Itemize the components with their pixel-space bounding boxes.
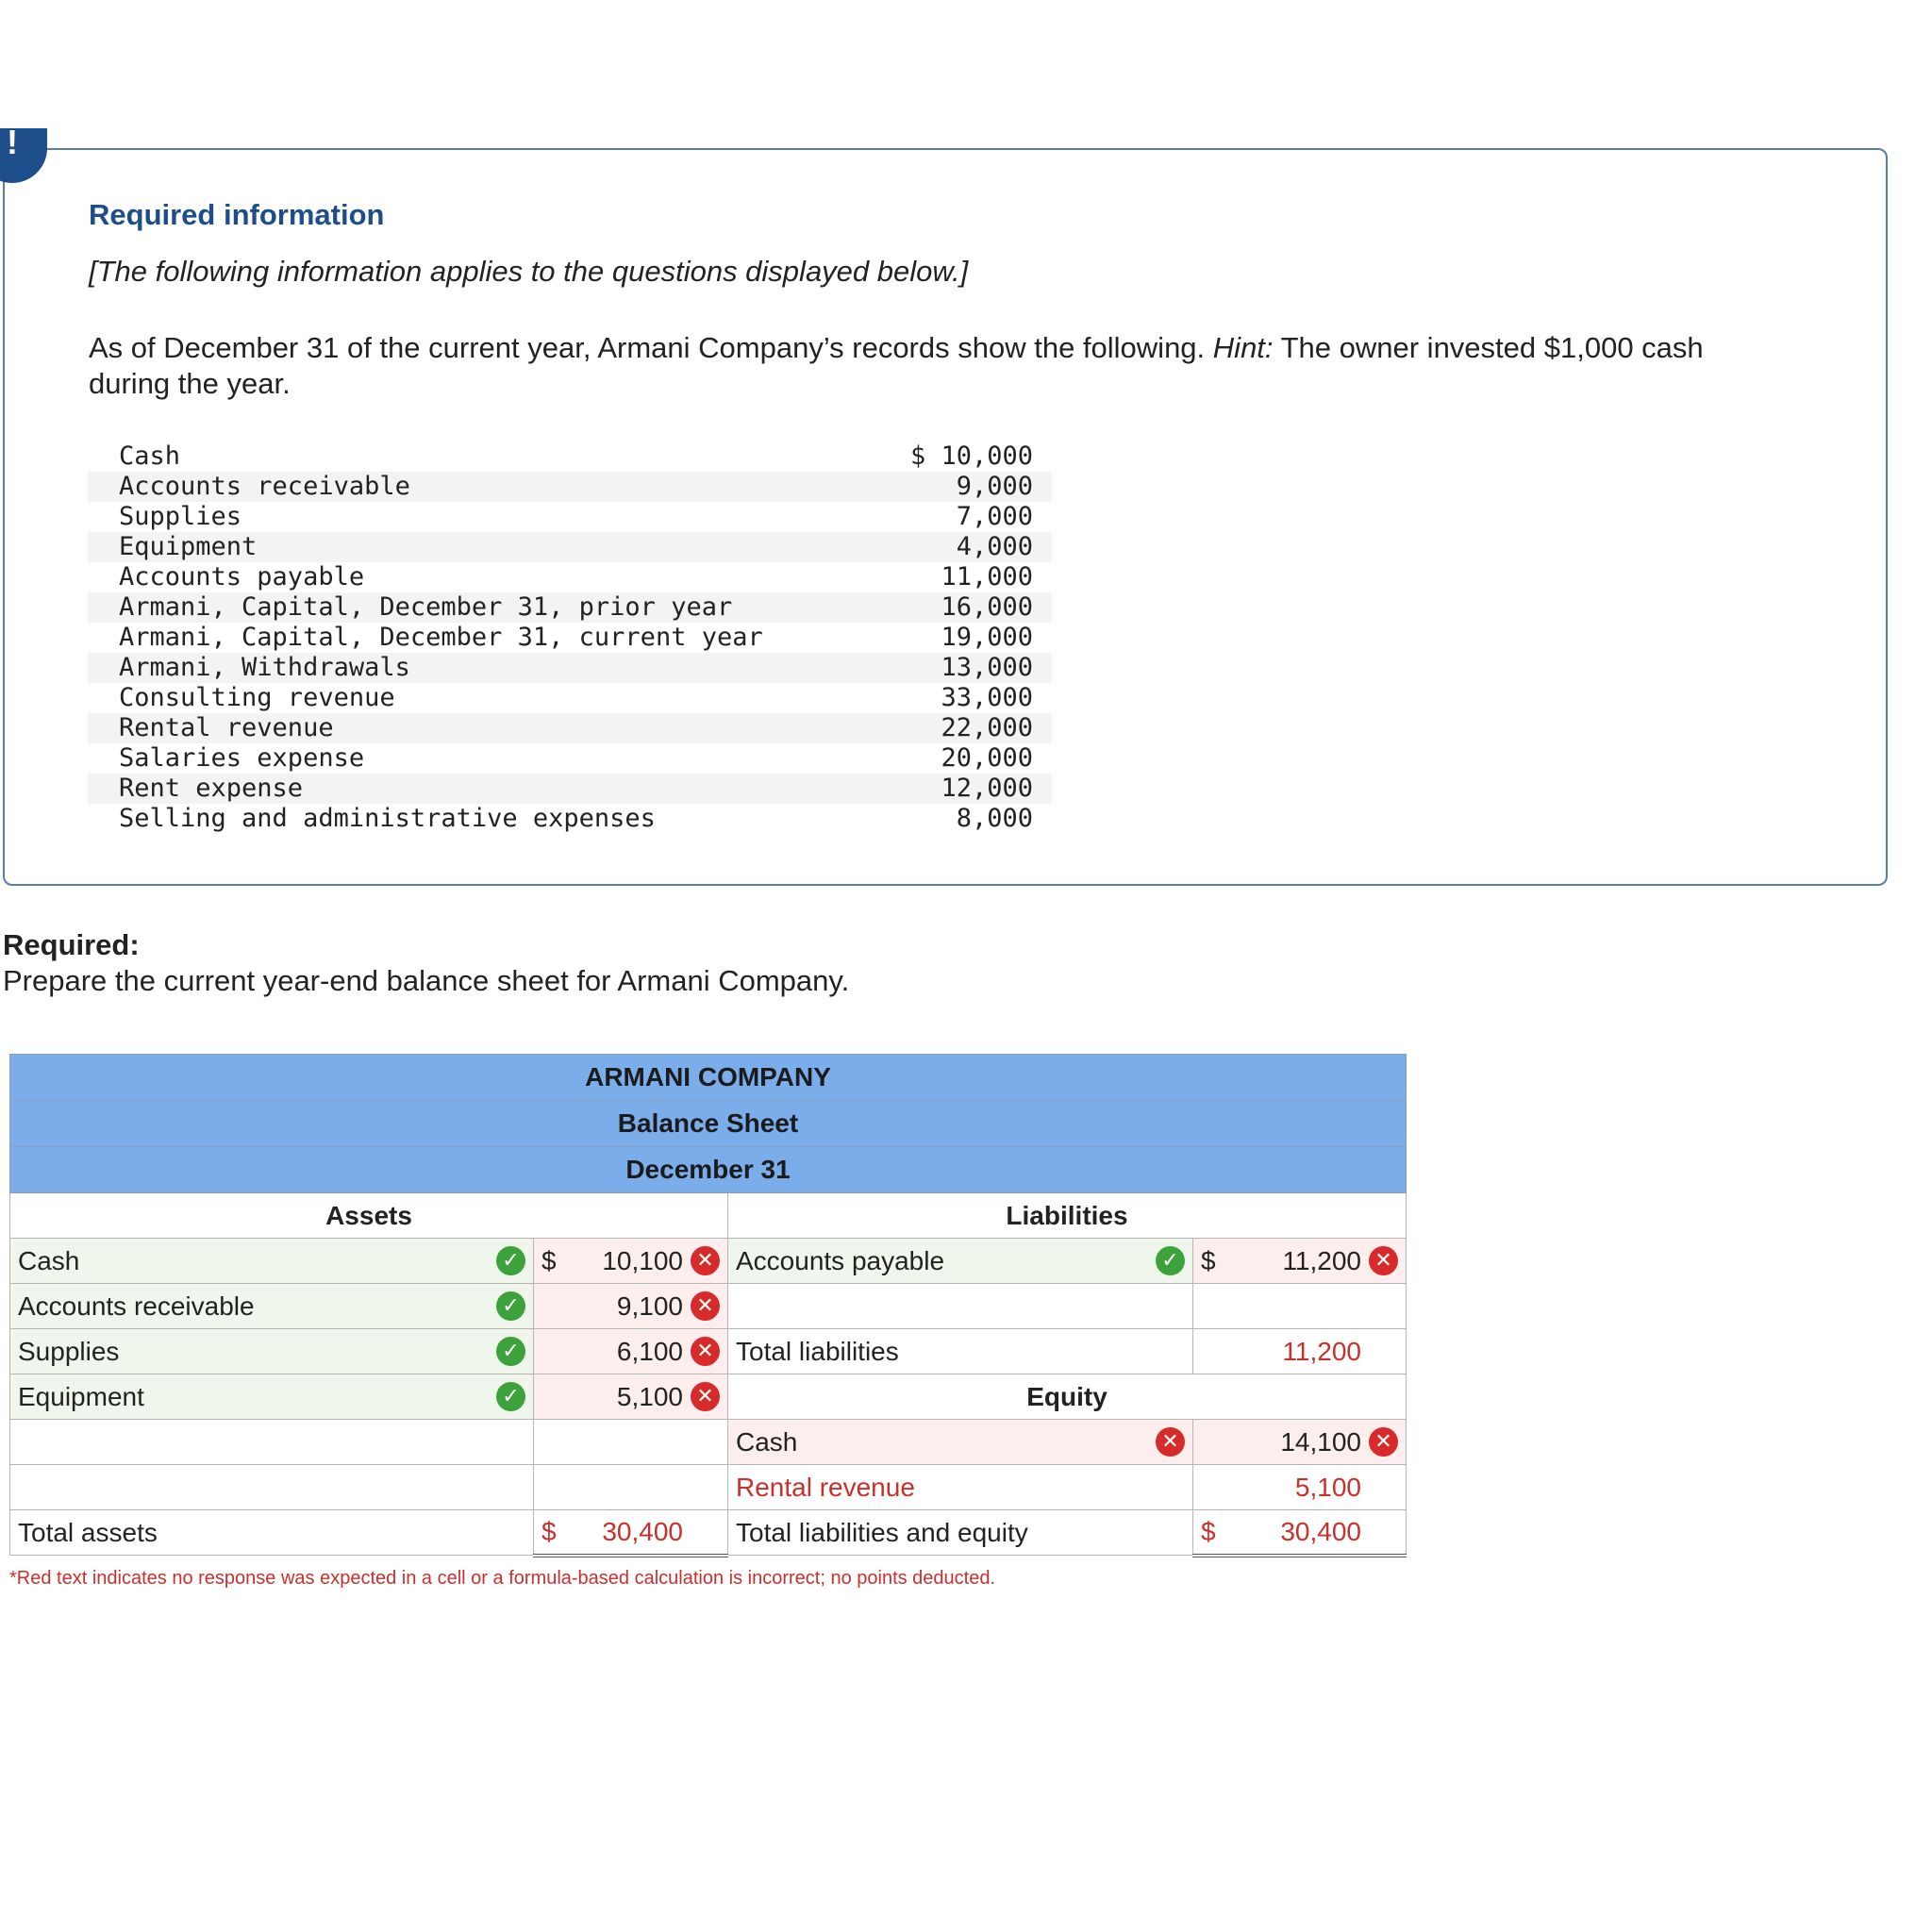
total-liabilities-equity-label: Total liabilities and equity	[728, 1510, 1193, 1556]
asset-label-empty[interactable]	[10, 1420, 534, 1465]
liability-amount-empty[interactable]	[1193, 1284, 1407, 1329]
statement-title: Balance Sheet	[10, 1101, 1407, 1147]
table-row	[10, 1465, 1407, 1510]
total-liabilities-equity-amount: $ 30,400	[1193, 1510, 1407, 1556]
check-icon: ✓	[496, 1291, 525, 1321]
equity-amount-cash[interactable]: 14,100 ✕	[1193, 1420, 1407, 1465]
check-icon: ✓	[496, 1382, 525, 1411]
account-row: Rental revenue 22,000	[88, 713, 1052, 743]
balance-sheet-table	[9, 1054, 1407, 1557]
account-row: Accounts payable 11,000	[119, 562, 1033, 591]
required-info-title: Required information	[89, 198, 385, 231]
account-row: Cash $ 10,000	[119, 441, 1033, 471]
x-icon: ✕	[691, 1382, 720, 1411]
x-icon: ✕	[1156, 1427, 1185, 1457]
liabilities-header: Liabilities	[728, 1193, 1407, 1239]
check-icon: ✓	[496, 1337, 525, 1366]
x-icon: ✕	[691, 1337, 720, 1366]
equity-label-rental-revenue: Rental revenue	[728, 1465, 1193, 1510]
alert-icon: !	[0, 128, 47, 183]
check-icon: ✓	[496, 1246, 525, 1275]
asset-label-empty[interactable]	[10, 1465, 534, 1510]
x-icon: ✕	[691, 1291, 720, 1321]
table-row	[10, 1510, 1407, 1556]
table-row	[10, 1374, 1407, 1420]
account-row: Salaries expense 20,000	[119, 743, 1033, 773]
statement-date: December 31	[10, 1147, 1407, 1193]
required-label: Required:	[3, 928, 140, 961]
x-icon: ✕	[1369, 1427, 1398, 1457]
liability-label-accounts-payable[interactable]: Accounts payable ✓	[728, 1239, 1193, 1284]
asset-amount-cash[interactable]: $ 10,100 ✕	[534, 1239, 728, 1284]
total-assets-amount: $ 30,400	[534, 1510, 728, 1556]
total-assets-label: Total assets	[10, 1510, 534, 1556]
company-name: ARMANI COMPANY	[10, 1055, 1407, 1101]
asset-label-cash[interactable]: Cash ✓	[10, 1239, 534, 1284]
equity-header: Equity	[728, 1374, 1407, 1420]
account-row: Rent expense 12,000	[88, 774, 1052, 804]
account-balances-table	[88, 441, 1052, 834]
account-row: Consulting revenue 33,000	[119, 683, 1033, 712]
asset-label-equipment[interactable]: Equipment ✓	[10, 1374, 534, 1420]
x-icon: ✕	[691, 1246, 720, 1275]
equity-label-cash[interactable]: Cash ✕	[728, 1420, 1193, 1465]
x-icon: ✕	[1369, 1246, 1398, 1275]
account-row: Selling and administrative expenses 8,000	[119, 804, 1033, 833]
table-row	[10, 1284, 1407, 1329]
asset-label-accounts-receivable[interactable]: Accounts receivable ✓	[10, 1284, 534, 1329]
assets-header: Assets	[10, 1193, 728, 1239]
account-row: Equipment 4,000	[88, 532, 1052, 562]
account-row: Armani, Capital, December 31, current year 19,000	[119, 623, 1033, 652]
total-liabilities-label: Total liabilities	[728, 1329, 1193, 1374]
asset-amount-empty[interactable]	[534, 1420, 728, 1465]
asset-amount-supplies[interactable]: 6,100 ✕	[534, 1329, 728, 1374]
table-row	[10, 1239, 1407, 1284]
liability-label-empty[interactable]	[728, 1284, 1193, 1329]
applies-note: [The following information applies to the questions displayed below.]	[89, 255, 969, 288]
table-row	[10, 1420, 1407, 1465]
check-icon: ✓	[1156, 1246, 1185, 1275]
hint-label: Hint:	[1212, 331, 1274, 364]
asset-amount-accounts-receivable[interactable]: 9,100 ✕	[534, 1284, 728, 1329]
asset-amount-empty[interactable]	[534, 1465, 728, 1510]
account-row: Supplies 7,000	[119, 502, 1033, 531]
liability-amount-accounts-payable[interactable]: $ 11,200 ✕	[1193, 1239, 1407, 1284]
asset-amount-equipment[interactable]: 5,100 ✕	[534, 1374, 728, 1420]
account-row: Armani, Withdrawals 13,000	[88, 653, 1052, 683]
table-row	[10, 1329, 1407, 1374]
red-text-footnote: *Red text indicates no response was expected in a cell or a formula-based calculation is incorrect; no points deducted.	[9, 1568, 996, 1589]
account-row: Armani, Capital, December 31, prior year 16,000	[88, 592, 1052, 623]
asset-label-supplies[interactable]: Supplies ✓	[10, 1329, 534, 1374]
required-instruction: Prepare the current year-end balance sheet for Armani Company.	[3, 964, 850, 997]
account-row: Accounts receivable 9,000	[88, 472, 1052, 502]
total-liabilities-amount: 11,200	[1193, 1329, 1407, 1374]
problem-intro: As of December 31 of the current year, Armani Company’s records show the following. Hint: The owner invested $1,000 cash during the year.	[89, 331, 1704, 400]
equity-amount-rental-revenue: 5,100	[1193, 1465, 1407, 1510]
